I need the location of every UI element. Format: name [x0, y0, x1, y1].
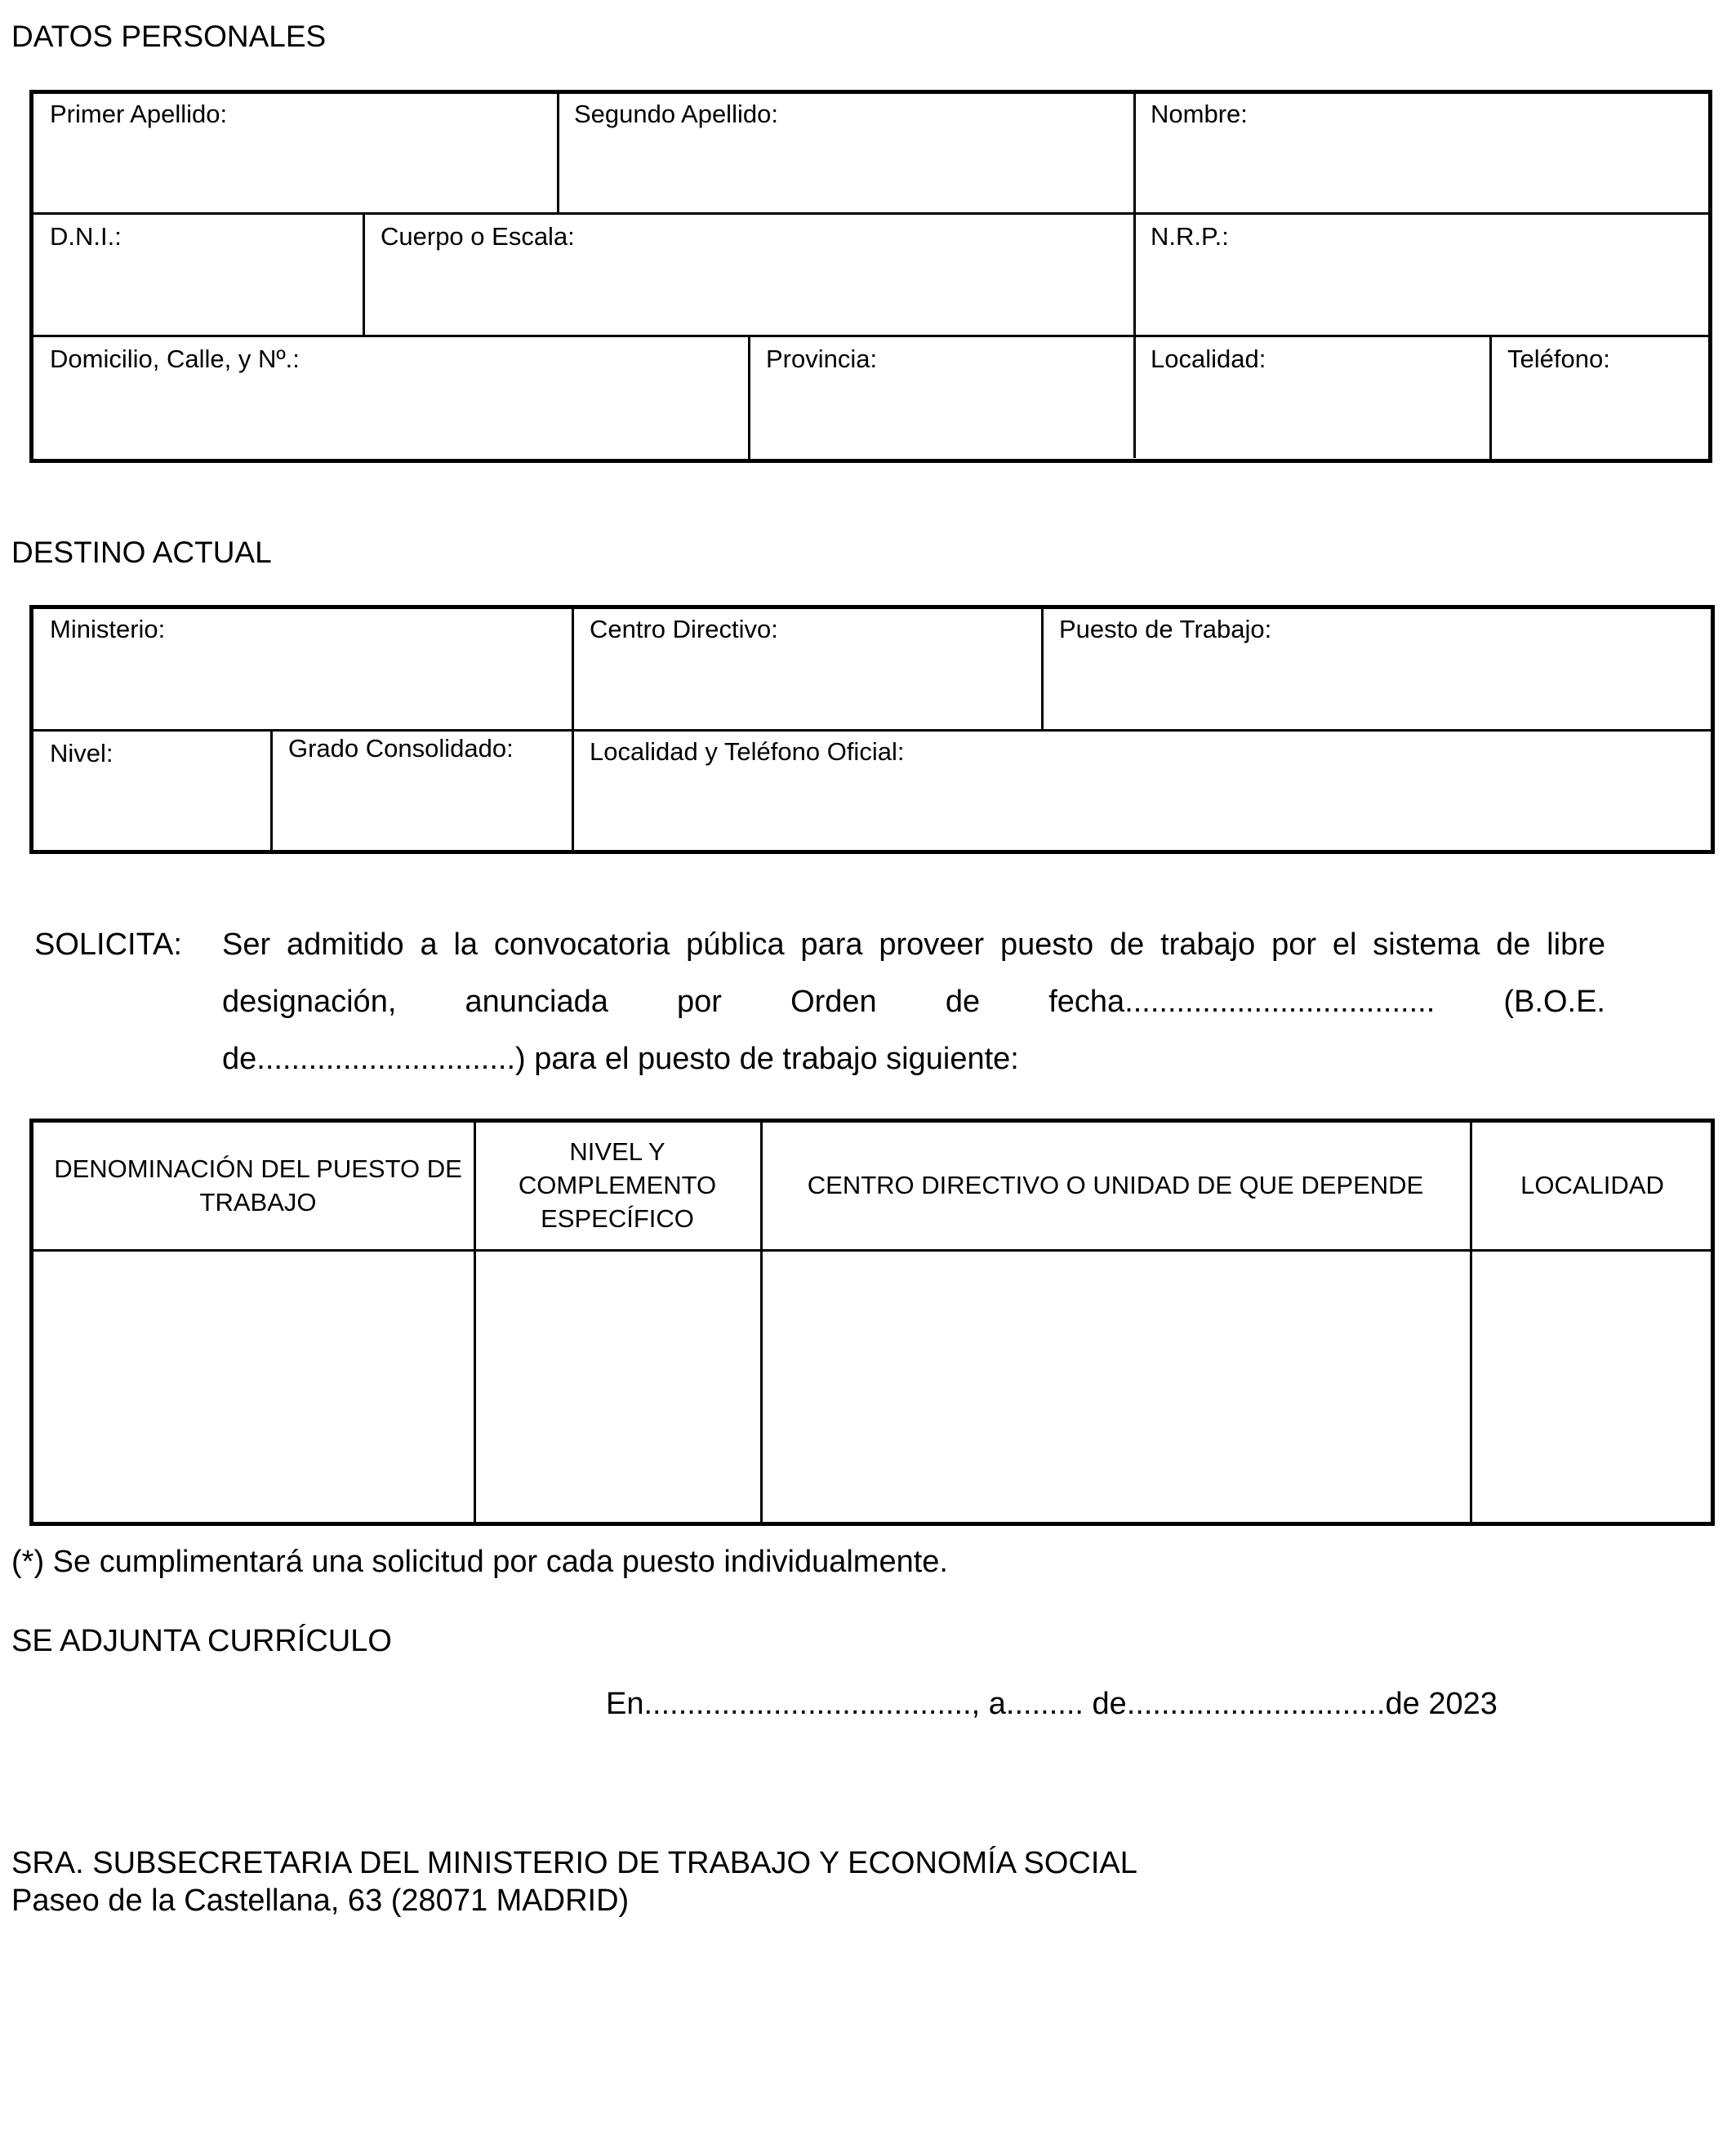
request-word: por: [677, 985, 722, 1019]
divider: [363, 213, 365, 336]
divider: [270, 730, 273, 851]
table-header-denominacion: DENOMINACIÓN DEL PUESTO DE TRABAJO: [54, 1154, 462, 1217]
request-line-3: de..............................) para el puesto de trabajo siguiente:: [222, 1042, 1019, 1076]
telefono-field[interactable]: Teléfono:: [1507, 345, 1610, 373]
puesto-trabajo-field[interactable]: Puesto de Trabajo:: [1059, 615, 1272, 643]
date-line: En......................................, a......... de..............................de 2023: [606, 1687, 1498, 1721]
request-label: SOLICITA:: [34, 927, 182, 962]
request-word: (B.O.E.: [1503, 985, 1605, 1019]
divider: [1489, 336, 1492, 459]
request-date-blank: fecha....................................: [1048, 985, 1436, 1019]
cell-nivel[interactable]: [476, 1252, 760, 1522]
localidad-field[interactable]: Localidad:: [1151, 345, 1266, 373]
request-word: designación,: [222, 985, 397, 1019]
position-table: [29, 1119, 1715, 1526]
divider: [33, 729, 1711, 732]
request-word: Orden: [790, 985, 877, 1019]
divider: [33, 212, 1708, 215]
table-header-localidad: LOCALIDAD: [1520, 1171, 1664, 1200]
request-word: anunciada: [465, 985, 608, 1019]
addressee-line-1: SRA. SUBSECRETARIA DEL MINISTERIO DE TRABAJO Y ECONOMÍA SOCIAL: [11, 1846, 1137, 1880]
table-header-nivel: NIVEL Y COMPLEMENTO ESPECÍFICO: [518, 1137, 717, 1233]
destination-title: DESTINO ACTUAL: [11, 536, 272, 569]
provincia-field[interactable]: Provincia:: [766, 345, 878, 373]
footnote: (*) Se cumplimentará una solicitud por cada puesto individualmente.: [11, 1545, 948, 1579]
table-header-centro: CENTRO DIRECTIVO O UNIDAD DE QUE DEPENDE: [807, 1171, 1424, 1200]
addressee-line-2: Paseo de la Castellana, 63 (28071 MADRID): [11, 1884, 630, 1918]
localidad-telefono-field[interactable]: Localidad y Teléfono Oficial:: [590, 737, 905, 766]
domicilio-field[interactable]: Domicilio, Calle, y Nº.:: [50, 345, 300, 373]
request-line-1: Ser admitido a la convocatoria pública para proveer puesto de trabajo por el sistema de libre: [222, 927, 1605, 962]
personal-data-form: [29, 90, 1712, 463]
divider: [557, 94, 559, 213]
primer-apellido-field[interactable]: Primer Apellido:: [50, 100, 228, 128]
request-word: de: [945, 985, 981, 1019]
attachment-note: SE ADJUNTA CURRÍCULO: [11, 1624, 392, 1658]
cell-denominacion[interactable]: [33, 1252, 474, 1522]
ministerio-field[interactable]: Ministerio:: [50, 615, 166, 643]
cell-localidad[interactable]: [1472, 1252, 1711, 1522]
destination-form: [29, 605, 1715, 854]
centro-directivo-field[interactable]: Centro Directivo:: [590, 615, 778, 643]
divider: [1133, 94, 1136, 458]
divider: [748, 336, 750, 459]
divider: [1041, 609, 1044, 730]
personal-data-title: DATOS PERSONALES: [11, 20, 327, 53]
divider: [572, 609, 574, 851]
cell-centro[interactable]: [763, 1252, 1470, 1522]
divider: [33, 335, 1708, 337]
nombre-field[interactable]: Nombre:: [1151, 100, 1248, 128]
segundo-apellido-field[interactable]: Segundo Apellido:: [574, 100, 778, 128]
nivel-field[interactable]: Nivel:: [50, 739, 114, 767]
nrp-field[interactable]: N.R.P.:: [1151, 222, 1229, 251]
dni-field[interactable]: D.N.I.:: [50, 222, 122, 251]
request-line-2: [222, 986, 1605, 1017]
cuerpo-escala-field[interactable]: Cuerpo o Escala:: [381, 222, 575, 251]
grado-consolidado-field[interactable]: Grado Consolidado:: [288, 734, 514, 763]
